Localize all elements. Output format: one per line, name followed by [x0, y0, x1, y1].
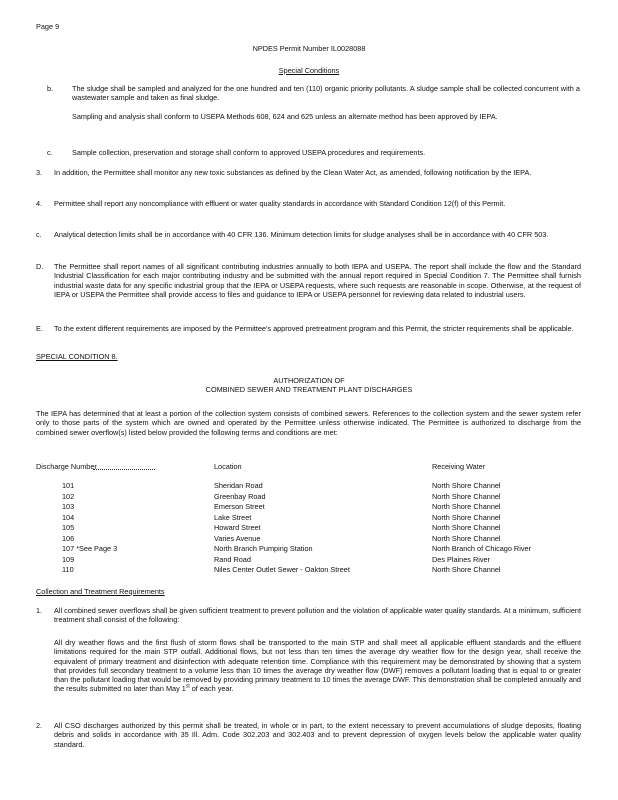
discharge-number-cell: 101 — [62, 481, 75, 490]
location-cell: Emerson Street — [214, 502, 265, 511]
receiving-water-header: Receiving Water — [432, 462, 486, 471]
table-row — [0, 523, 618, 533]
table-row — [0, 544, 618, 554]
item-c2-text: Analytical detection limits shall be in accordance with 40 CFR 136. Minimum detection limits for sludge analyses shall be in accordance with 40 CFR 503. — [54, 230, 549, 239]
item-2-label: 2. — [36, 721, 43, 730]
location-cell: Greenbay Road — [214, 491, 266, 501]
header-underline — [93, 469, 155, 470]
item-4-text: Permittee shall report any noncompliance with effluent or water quality standards in accordance with Standard Condition 12(f) of this Permit. — [54, 199, 506, 208]
receiving-water-cell: North Shore Channel — [432, 491, 501, 501]
item-d-label: D. — [36, 262, 44, 271]
receiving-water-cell: North Shore Channel — [432, 533, 501, 543]
page-label: Page 9 — [36, 22, 60, 31]
table-row — [0, 502, 618, 512]
special-conditions-heading: Special Conditions — [278, 66, 340, 75]
item-b-text: The sludge shall be sampled and analyzed for the one hundred and ten (110) organic priority pollutants. A sludge sample shall be collected concurrent with a wastewater sample and taken as final sludge. — [72, 84, 580, 103]
item-e-label: E. — [36, 324, 43, 333]
location-cell: Rand Road — [214, 554, 251, 564]
item-e-text: To the extent different requirements are imposed by the Permittee's approved pretreatment program and this Permit, the stricter requirements shall be applicable. — [54, 324, 574, 333]
item-2-text: All CSO discharges authorized by this permit shall be treated, in whole or in part, to the extent necessary to prevent accumulations of sludge deposits, floating debris and solids in accordance with 35 Ill. Adm. Code 302.203 and 302.403 and to prevent depression of oxygen levels below the applicable water quality standard. — [54, 721, 581, 749]
item-1-paragraph-end: of each year. — [189, 684, 234, 694]
discharge-number-cell: 103 — [62, 502, 75, 511]
receiving-water-cell: North Shore Channel — [432, 523, 501, 532]
item-1-text: All combined sewer overflows shall be given sufficient treatment to prevent pollution and the violation of applicable water quality standards. At a minimum, sufficient treatment shall consist of the following: — [54, 606, 581, 625]
item-c-label: c. — [47, 148, 53, 157]
discharge-number-cell: 106 — [62, 533, 75, 543]
item-4-label: 4. — [36, 199, 43, 208]
authorization-title-line-2: COMBINED SEWER AND TREATMENT PLANT DISCHARGES — [205, 385, 413, 394]
table-row — [0, 555, 618, 565]
table-row — [0, 534, 618, 544]
location-header: Location — [214, 462, 242, 471]
location-cell: Varies Avenue — [214, 533, 261, 543]
special-condition-8-heading: SPECIAL CONDITION 8. — [36, 352, 118, 361]
receiving-water-cell: Des Plaines River — [432, 554, 490, 564]
item-c2-label: c. — [36, 230, 42, 239]
table-row — [0, 513, 618, 523]
location-cell: Niles Center Outlet Sewer - Oakton Street — [214, 565, 350, 574]
location-cell: Lake Street — [214, 512, 252, 522]
location-cell: Howard Street — [214, 523, 261, 532]
discharge-number-cell: 105 — [62, 523, 75, 532]
table-row — [0, 565, 618, 575]
discharge-number-header: Discharge Number — [36, 462, 97, 471]
table-row — [0, 492, 618, 502]
receiving-water-cell: North Branch of Chicago River — [432, 544, 531, 553]
receiving-water-cell: North Shore Channel — [432, 565, 501, 574]
receiving-water-cell: North Shore Channel — [432, 502, 501, 511]
item-1-paragraph — [54, 638, 581, 694]
item-3-label: 3. — [36, 168, 43, 177]
discharge-number-cell: 109 — [62, 554, 75, 564]
item-b-label: b. — [47, 84, 54, 93]
table-row — [0, 481, 618, 491]
item-b-method-text: Sampling and analysis shall conform to USEPA Methods 608, 624 and 625 unless an alternate method has been approved by IEPA. — [72, 112, 498, 121]
item-1-label: 1. — [36, 606, 43, 615]
location-cell: North Branch Pumping Station — [214, 544, 313, 553]
item-3-text: In addition, the Permittee shall monitor any new toxic substances as defined by the Clean Water Act, as amended, following notification by the IEPA. — [54, 168, 532, 177]
collection-treatment-heading: Collection and Treatment Requirements — [36, 587, 165, 596]
discharge-number-cell: 110 — [62, 565, 74, 574]
receiving-water-cell: North Shore Channel — [432, 481, 501, 490]
item-1-paragraph-text: All dry weather flows and the first flush of storm flows shall be transported to the main STP and shall meet all applicable effluent standards and the effluent limitations required for the main STP outfall. Additional flows, but not less than ten times the average dry weather flow for the design year, shall receive the equivalent of primary treatment and disinfection with adequate retention time. Compliance with this requirement may be demonstrated by showing that a system that provides full secondary treatment to a volume less than 10 times the average dry weather flow (DWF) removes a pollutant loading that is equal to or greater than the pollutant loading that would be removed by providing primary treatment to 10 times the average DWF. This demonstration shall be completed annually and the results submitted no later than May 1 — [54, 638, 581, 694]
authorization-title-line-1: AUTHORIZATION OF — [273, 376, 345, 385]
location-cell: Sheridan Road — [214, 481, 263, 490]
intro-paragraph: The IEPA has determined that at least a portion of the collection system consists of combined sewers. References to the collection system and the sewer system refer only to those parts of the system which are owned and operated by the Permittee unless otherwise indicated. The Permittee is authorized to discharge from the combined sewer overflow(s) listed below provided the following terms and conditions are met: — [36, 409, 581, 437]
item-1-superscript: st — [185, 684, 190, 691]
permit-number: NPDES Permit Number IL0028088 — [252, 44, 366, 53]
receiving-water-cell: North Shore Channel — [432, 512, 501, 522]
item-d-text: The Permittee shall report names of all significant contributing industries annually to both IEPA and USEPA. The report shall include the flow and the Standard Industrial Classification for each major contributing industry and be submitted with the annual report required in Special Condition 7. The Permittee shall furnish industrial waste data for any specific industrial group that the IEPA or USEPA requests, where such requests are reasonable in scope. Otherwise, at the request of IEPA or USEPA the Permittee shall provide access to files and guidance to IEPA or USEPA personnel for reviewing data related to industrial users. — [54, 262, 581, 299]
discharge-number-cell: 104 — [62, 512, 75, 522]
item-c-text: Sample collection, preservation and storage shall conform to approved USEPA procedures and requirements. — [72, 148, 426, 157]
discharge-number-cell: 107 *See Page 3 — [62, 544, 118, 553]
discharge-number-cell: 102 — [62, 491, 75, 501]
